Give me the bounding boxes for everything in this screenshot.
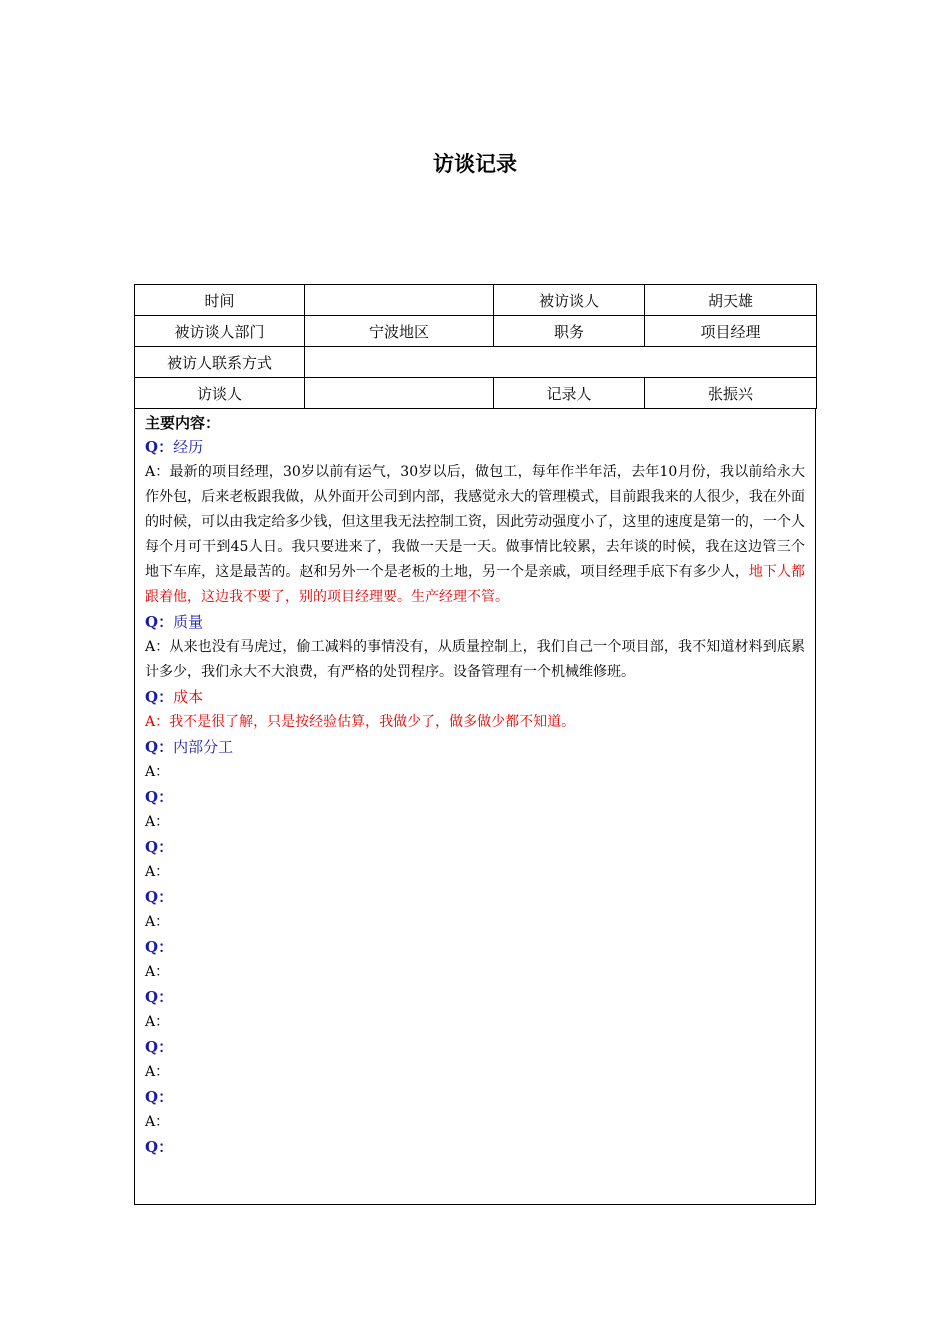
question-prefix: Q： <box>145 1038 174 1056</box>
contact-value <box>305 347 817 378</box>
interviewer-label: 访谈人 <box>135 378 305 409</box>
table-row <box>135 316 817 347</box>
question <box>145 735 805 760</box>
position-value: 项目经理 <box>645 316 817 347</box>
question-prefix: Q： <box>145 1088 174 1106</box>
empty-answer: A： <box>145 914 170 930</box>
answer <box>145 460 805 610</box>
interviewer-value <box>305 378 494 409</box>
empty-question <box>145 935 805 960</box>
answer <box>145 635 805 685</box>
interviewee-label: 被访谈人 <box>494 285 645 316</box>
page-title: 访谈记录 <box>433 152 517 176</box>
empty-answer: A： <box>145 814 170 830</box>
question <box>145 435 805 460</box>
answer <box>145 710 805 735</box>
department-label: 被访谈人部门 <box>135 316 305 347</box>
contact-label: 被访人联系方式 <box>135 347 305 378</box>
empty-question <box>145 885 805 910</box>
question-prefix: Q： <box>145 688 174 706</box>
main-content <box>134 408 816 1205</box>
answer-prefix: A： <box>145 639 170 655</box>
position-label: 职务 <box>494 316 645 347</box>
empty-answer: A： <box>145 1114 170 1130</box>
question-prefix: Q： <box>145 788 174 806</box>
content-heading: 主要内容： <box>145 414 221 432</box>
question-text: 经历 <box>173 438 204 456</box>
recorder-value: 张振兴 <box>645 378 817 409</box>
answer-text: 从来也没有马虎过，偷工减料的事情没有，从质量控制上，我们自己一个项目部，我不知道材料到底累计多少，我们永大不大浪费，有严格的处罚程序。设备管理有一个机械维修班。 <box>145 639 805 680</box>
answer-text: 我不是很了解，只是按经验估算，我做少了，做多做少都不知道。 <box>169 714 576 730</box>
question-prefix: Q： <box>145 888 174 906</box>
question-prefix: Q： <box>145 1138 174 1156</box>
answer-text: 最新的项目经理，30岁以前有运气，30岁以后，做包工，每年作半年活，去年10月份，我以前给永大作外包，后来老板跟我做，从外面开公司到内部，我感觉永大的管理模式，目前跟我来的人很少，我在外面的时候，可以由我定给多少钱，但这里我无法控制工资，因此劳动强度小了，这里的速度是第一的，一个人每个月可干到45人日。我只要进来了，我做一天是一天。做事情比较累，去年谈的时候，我在这边管三个地下车库，这是最苦的。赵和另外一个是老板的土地，另一个是亲戚，项目经理手底下有多少人， <box>145 464 805 580</box>
empty-answer: A： <box>145 1064 170 1080</box>
empty-question <box>145 1135 805 1160</box>
question-prefix: Q： <box>145 838 174 856</box>
empty-question <box>145 985 805 1010</box>
time-value <box>305 285 494 316</box>
question-prefix: Q： <box>145 438 174 456</box>
question-prefix: Q： <box>145 613 174 631</box>
question-text: 内部分工 <box>173 738 234 756</box>
question-prefix: Q： <box>145 738 174 756</box>
time-label: 时间 <box>135 285 305 316</box>
question-text: 成本 <box>173 688 204 706</box>
answer-prefix: A： <box>145 464 170 480</box>
empty-answer: A： <box>145 864 170 880</box>
question-prefix: Q： <box>145 988 174 1006</box>
table-row <box>135 347 817 378</box>
question-text: 质量 <box>173 613 204 631</box>
info-table <box>134 284 817 409</box>
department-value: 宁波地区 <box>305 316 494 347</box>
empty-question <box>145 835 805 860</box>
recorder-label: 记录人 <box>494 378 645 409</box>
empty-question <box>145 1035 805 1060</box>
table-row <box>135 378 817 409</box>
empty-answer: A： <box>145 764 170 780</box>
question-prefix: Q： <box>145 938 174 956</box>
empty-answer: A： <box>145 1014 170 1030</box>
answer-prefix: A： <box>145 714 170 730</box>
empty-question <box>145 1085 805 1110</box>
question <box>145 685 805 710</box>
interviewee-value: 胡天雄 <box>645 285 817 316</box>
empty-answer: A： <box>145 964 170 980</box>
empty-question <box>145 785 805 810</box>
question <box>145 610 805 635</box>
answer-highlight: 地下人都跟着他，这边我不要了，别的项目经理要。生产经理不管。 <box>145 564 806 605</box>
table-row <box>135 285 817 316</box>
